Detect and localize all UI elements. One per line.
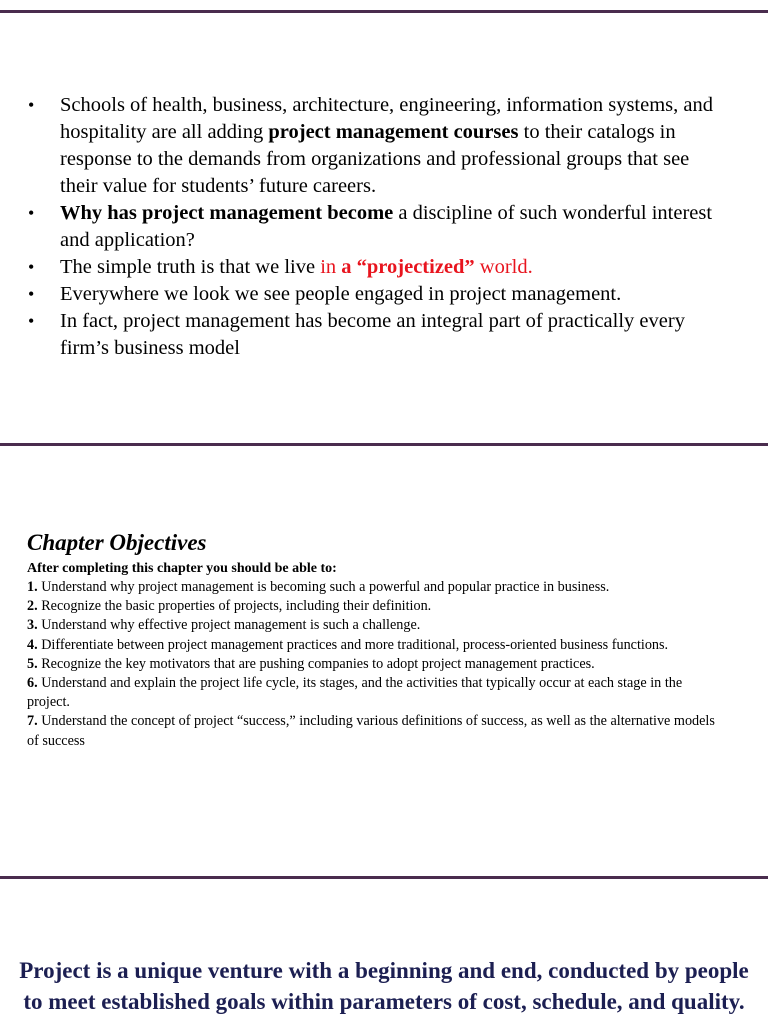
bullet-text: In fact, project management has become an integral part of practically every firm’s business model <box>60 310 685 359</box>
objective-number: 6. <box>27 675 38 692</box>
bullet-text: Everywhere we look we see people engaged in project management. <box>60 283 622 305</box>
objective-text: Differentiate between project management practices and more traditional, process-oriented business functions. <box>37 636 669 653</box>
bullet-text: The simple truth is that we live <box>60 256 321 278</box>
objective-text: Understand the concept of project “success,” including various definitions of success, as well as the alternative models of success <box>27 713 715 749</box>
objective-item <box>27 655 717 674</box>
bullet-item <box>28 308 728 362</box>
bullet-bold-text: Why has project management become <box>60 202 394 224</box>
objective-number: 3. <box>27 617 38 634</box>
objective-text: Understand and explain the project life cycle, its stages, and the activities that typically occur at each stage in the project. <box>27 675 683 711</box>
slide-subtitle: After completing this chapter you should be able to: <box>27 561 337 576</box>
highlight-text: world. <box>474 256 533 278</box>
objective-text: Recognize the key motivators that are pushing companies to adopt project management practices. <box>37 655 595 672</box>
objective-number: 7. <box>27 713 38 730</box>
slide-divider-top <box>0 10 768 13</box>
objective-text: Understand why project management is becoming such a powerful and popular practice in business. <box>37 579 610 595</box>
bullet-dot: • <box>28 311 35 331</box>
objective-item <box>27 636 717 655</box>
bullet-dot: • <box>28 95 35 115</box>
bullet-item <box>28 254 728 281</box>
objective-number: 1. <box>27 579 38 595</box>
slide-divider <box>0 443 768 446</box>
bullet-text: a discipline of such wonderful interest and application? <box>60 202 713 251</box>
bullet-item <box>28 200 728 254</box>
objectives-list <box>27 578 717 751</box>
objective-item <box>27 597 717 616</box>
objective-item <box>27 674 717 712</box>
highlight-text: in <box>320 256 342 278</box>
bullet-item <box>28 281 728 308</box>
objective-number: 2. <box>27 598 38 615</box>
project-definition-text: Project is a unique venture with a beginning and end, conducted by people to meet established goals within parameters of cost, schedule, and quality. <box>19 958 749 1014</box>
slide-divider <box>0 876 768 879</box>
objective-item <box>27 712 717 750</box>
bullet-text: to their catalogs in response to the demands from organizations and professional groups that see their value for students’ future careers. <box>60 121 690 197</box>
slide-title: Chapter Objectives <box>27 530 207 555</box>
bullet-dot: • <box>28 257 35 277</box>
bullet-item <box>28 92 728 200</box>
objective-number: 4. <box>27 636 38 653</box>
objective-item <box>27 616 717 635</box>
objective-number: 5. <box>27 655 38 672</box>
bullet-dot: • <box>28 203 35 223</box>
bullet-bold-text: project management courses <box>268 121 519 143</box>
objective-item <box>27 578 717 597</box>
objective-text: Understand why effective project management is such a challenge. <box>37 617 421 634</box>
objective-text: Recognize the basic properties of projects, including their definition. <box>37 598 432 615</box>
bullet-dot: • <box>28 284 35 304</box>
highlight-bold-text: a “projectized” <box>341 256 475 278</box>
bullet-text: Schools of health, business, architecture, engineering, information systems, and hospitality are all adding <box>60 94 713 143</box>
bullet-list <box>28 92 728 362</box>
